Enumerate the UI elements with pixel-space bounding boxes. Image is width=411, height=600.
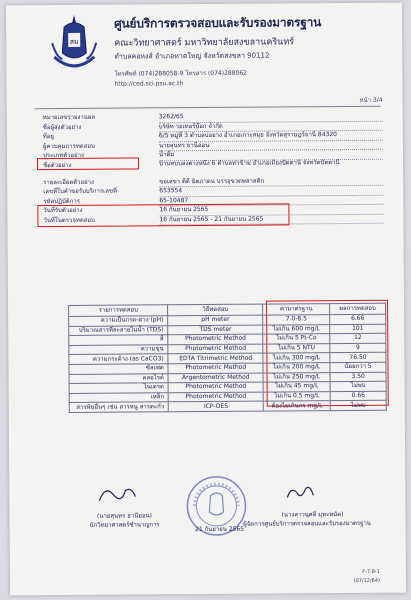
left-signer-name: (นายสุนทร ธานีอ่อน) (97, 512, 153, 520)
cell-result: 101 (330, 324, 386, 334)
info-value: 6/5 หมู่ที่ 3 ตำบลบ่อยาง อำเภอเกาะสมุย จังหวัดสุราษฎร์ธานี 84320 (159, 130, 383, 142)
info-label: ชื่อตัวอย่าง (43, 161, 72, 169)
col-header-standard: ค่ามาตรฐาน (263, 304, 330, 315)
cell-method: pH meter (168, 315, 263, 325)
cell-method: Argentometric Method (168, 373, 263, 383)
cell-test-item: ปริมาณสารที่ละลายในน้ำ (TDS) (69, 325, 168, 335)
cell-test-item: ความเป็นกรด-ด่าง (pH) (69, 316, 168, 326)
cell-standard: ไม่เกิน 45 mg/L (263, 382, 330, 392)
cell-test-item: ความขุ่น (69, 345, 168, 355)
cell-result: 6.66 (330, 314, 386, 324)
info-value: นายสุนทร ธานีอ่อน (159, 139, 383, 151)
cell-test-item: สี (69, 335, 168, 345)
cell-method: ICP-OES (169, 401, 264, 411)
info-label: ชื่อผู้ส่งตัวอย่าง (42, 123, 82, 131)
col-header-test: รายการทดสอบ (69, 305, 168, 317)
cell-test-item: ความกระด้าง (as CaCO3) (69, 354, 168, 364)
cell-standard: ไม่เกิน 200 mg/L (263, 363, 330, 373)
cell-standard: ไม่เกิน 5 NTU (263, 343, 330, 353)
cell-test-item: สารพิษอื่นๆ เช่น สารหนู สารตะกั่ว (69, 402, 168, 412)
info-label: วันที่รับตัวอย่าง (43, 206, 83, 215)
cell-standard: ไม่เกิน 600 mg/L (263, 324, 330, 334)
form-code: F-7.8-1 (362, 568, 380, 575)
cell-test-item: คลอไรด์ (69, 373, 168, 383)
info-label: รหัสปฏิบัติการ (43, 197, 80, 205)
col-header-method: วิธีทดสอบ (168, 304, 263, 316)
info-value: 16 กันยายน 2565 - 21 กันยายน 2565 (159, 213, 383, 225)
info-label: วันที่ในตรวจทดสอบ (43, 216, 95, 224)
right-signature-mark (281, 479, 321, 505)
cell-method: Photometric Method (168, 334, 263, 344)
cell-method: TDS meter (168, 325, 263, 335)
cell-standard: ไม่เกิน 250 mg/L (263, 372, 330, 382)
info-label: ประเภทตัวอย่าง (42, 151, 84, 160)
info-label: เลขที่ใบคำขอรับบริการเลขที่ (43, 187, 117, 196)
cell-standard: 7.0-8.5 (263, 315, 330, 325)
signature-date: 21 กันยายน 2565 (195, 525, 245, 534)
cell-result: 12 (330, 333, 386, 343)
report-document (6, 3, 406, 596)
header-divider (35, 106, 381, 109)
cell-standard: ไม่เกิน 5 Pt-Co (263, 334, 330, 344)
highlight-dates (37, 203, 289, 227)
university-logo (48, 13, 100, 77)
website-link[interactable]: http://ced.sci.psu.ac.th (114, 80, 184, 88)
cell-result: 3.50 (330, 372, 386, 382)
cell-method: Photometric Method (168, 363, 263, 373)
faculty-name: คณะวิทยาศาสตร์ มหาวิทยาลัยสงขลานครินทร์ (114, 37, 295, 49)
page-number: หน้า 3/4 (359, 96, 383, 104)
info-value: 65-10487 (159, 194, 383, 206)
highlight-sample-type (37, 157, 139, 170)
cell-result: น้อยกว่า 5 (330, 362, 386, 372)
info-value: 16 กันยายน 2565 (159, 204, 383, 216)
table-row (69, 401, 386, 413)
center-title: ศูนย์บริการตรวจสอบและรับรองมาตรฐาน (114, 15, 322, 31)
right-signer-name: (นางสาวนุศลี มุหะหมัด) (281, 511, 344, 519)
info-value: น้ำดื่ม (159, 149, 383, 161)
info-value: 653554 (159, 185, 383, 197)
right-signer-title: ผู้จัดการศูนย์บริการตรวจสอบและรับรองมาตรฐาน (243, 519, 371, 528)
cell-result: 9 (330, 343, 386, 353)
cell-test-item: ไนเตรต (69, 383, 168, 393)
cell-result: 76.50 (330, 353, 386, 363)
cell-standard: ไม่เกิน 0.5 mg/L (263, 391, 330, 401)
cell-method: Photometric Method (168, 344, 263, 354)
cell-test-item: เหล็ก (69, 393, 168, 403)
info-label: หมายเลขรายงานผล (42, 113, 96, 122)
cell-standard: ไม่เกิน 300 mg/L (263, 353, 330, 363)
info-value: ขอเลขา ดีดี มิตภาดน บรรจุขวดพลาสติก (159, 175, 383, 187)
cell-result: ไม่พบ (330, 401, 386, 411)
info-value: 3262/65 (159, 111, 383, 123)
form-revision: (07/12/64) (353, 577, 380, 584)
results-table (68, 303, 387, 413)
cell-method: Photometric Method (168, 382, 263, 392)
info-label: รายละเอียดตัวอย่าง (43, 178, 94, 186)
cell-standard: ต้องไม่เกินกร mg/L (263, 401, 330, 411)
left-signature-mark (95, 480, 145, 506)
info-value: บ้านทบบลงต่างหนึ่ง 6 ตำบลท่าข้าม อำเภอเมืองปัตตานี จังหวัดปัตตานี (159, 158, 340, 167)
phone-text: โทรศัพท์ (074)288058-9 โทรสาร (074)288062 (114, 69, 248, 78)
address-text: ตำบลคอหงส์ อำเภอหาดใหญ่ จังหวัดสงขลา 90112 (114, 51, 270, 61)
cell-test-item: ซัลเฟต (69, 364, 168, 374)
cell-result: 0.66 (330, 391, 386, 401)
info-value: บริษัท วอเทอร์บ๊อก จำกัด (159, 120, 383, 132)
info-label: ผู้ควบคุมการทดสอบ (42, 142, 95, 150)
cell-method: EDTA Titrimetric Method (168, 353, 263, 363)
svg-text:สม: สม (69, 37, 79, 46)
col-header-result: ผลการทดสอบ (330, 303, 386, 314)
cell-method: Photometric Method (168, 392, 263, 402)
left-signer-title: นักวิทยาศาสตร์ชำนาญการ (89, 521, 160, 529)
cell-result: ไม่พบ (330, 381, 386, 391)
letterhead (114, 13, 395, 88)
info-label: ที่อยู่ (42, 133, 54, 141)
